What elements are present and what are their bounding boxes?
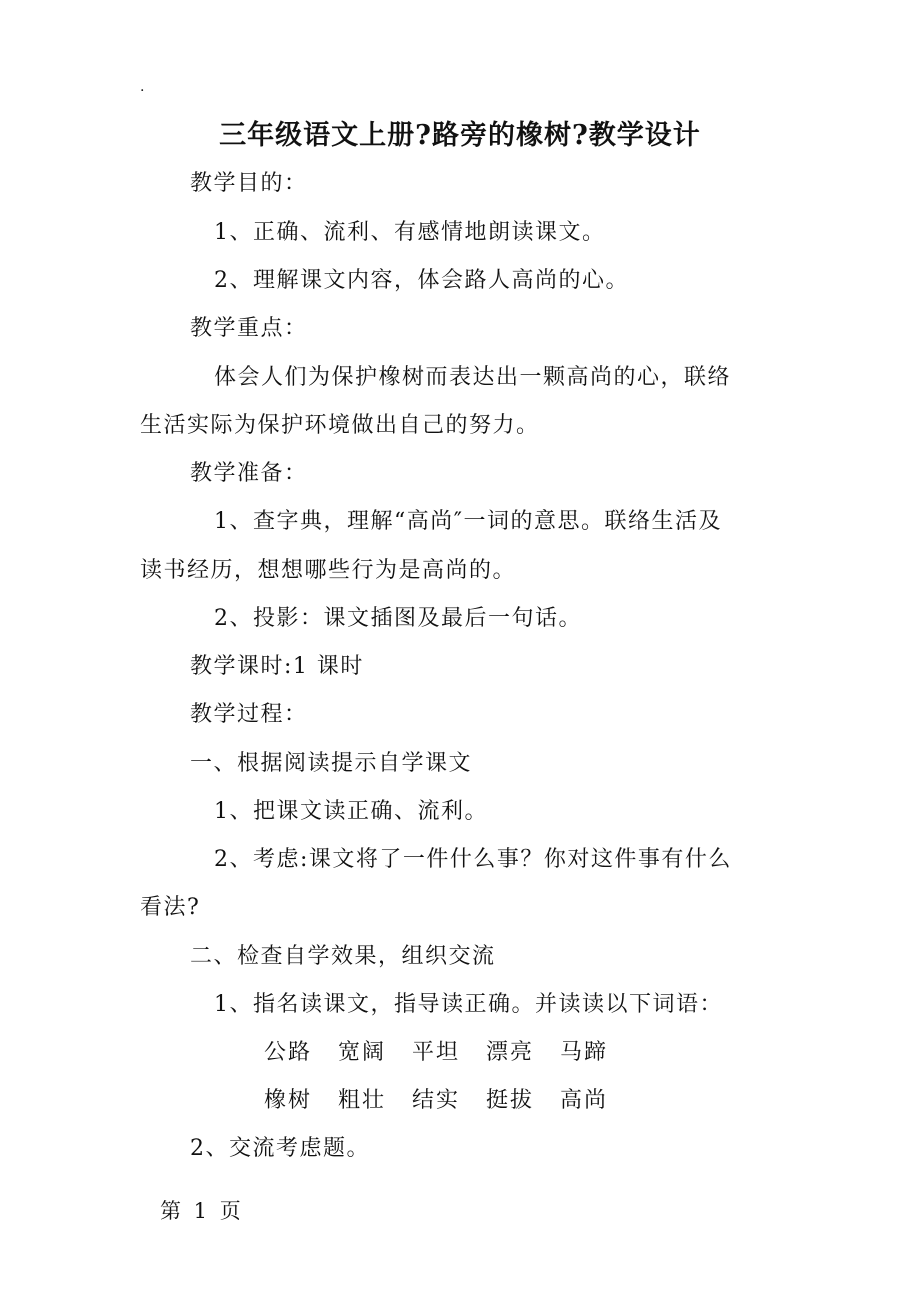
process-step-1-item-1: 1、把课文读正确、流利。 <box>214 799 488 824</box>
preparation-2: 2、投影：课文插图及最后一句话。 <box>214 606 582 631</box>
section-heading-key-points: 教学重点： <box>190 316 308 341</box>
process-step-1-item-2-line-2: 看法? <box>140 895 201 920</box>
vocabulary-word: 宽阔 <box>338 1040 387 1065</box>
page-number: 第 1 页 <box>160 1199 244 1223</box>
vocabulary-word: 漂亮 <box>486 1040 535 1065</box>
vocabulary-word: 马蹄 <box>560 1040 609 1065</box>
vocabulary-word: 平坦 <box>412 1040 461 1065</box>
document-title: 三年级语文上册?路旁的橡树?教学设计 <box>219 120 701 151</box>
vocabulary-row-2 <box>264 1085 634 1117</box>
key-points-text-line-2: 生活实际为保护环境做出自己的努力。 <box>140 413 540 438</box>
vocabulary-word: 挺拔 <box>486 1088 535 1113</box>
process-step-2-item-2: 2、交流考虑题。 <box>190 1136 370 1161</box>
objective-1: 1、正确、流利、有感情地朗读课文。 <box>214 220 606 245</box>
preparation-1-line-2: 读书经历，想想哪些行为是高尚的。 <box>140 558 517 583</box>
vocabulary-word: 结实 <box>412 1088 461 1113</box>
section-heading-process: 教学过程： <box>190 702 308 727</box>
process-step-2-heading: 二、检查自学效果，组织交流 <box>190 944 496 969</box>
objective-2: 2、理解课文内容，体会路人高尚的心。 <box>214 268 629 293</box>
vocabulary-word: 高尚 <box>560 1088 609 1113</box>
section-heading-objectives: 教学目的： <box>190 171 308 196</box>
section-heading-preparation: 教学准备： <box>190 461 308 486</box>
process-step-1-heading: 一、根据阅读提示自学课文 <box>190 751 473 776</box>
preparation-1-line-1: 1、查字典，理解“高尚″一词的意思。联络生活及 <box>214 509 722 534</box>
vocabulary-word: 橡树 <box>264 1088 313 1113</box>
vocabulary-word: 粗壮 <box>338 1088 387 1113</box>
section-heading-lesson-hours: 教学课时:1 课时 <box>190 654 364 679</box>
process-step-1-item-2-line-1: 2、考虑:课文将了一件什么事？你对这件事有什么 <box>214 847 732 872</box>
vocabulary-word: 公路 <box>264 1040 313 1065</box>
key-points-text-line-1: 体会人们为保护橡树而表达出一颗高尚的心，联络 <box>214 365 732 390</box>
header-dot: . <box>140 79 145 95</box>
process-step-2-item-1: 1、指名读课文，指导读正确。并读读以下词语： <box>214 992 723 1017</box>
vocabulary-row-1 <box>264 1037 634 1069</box>
